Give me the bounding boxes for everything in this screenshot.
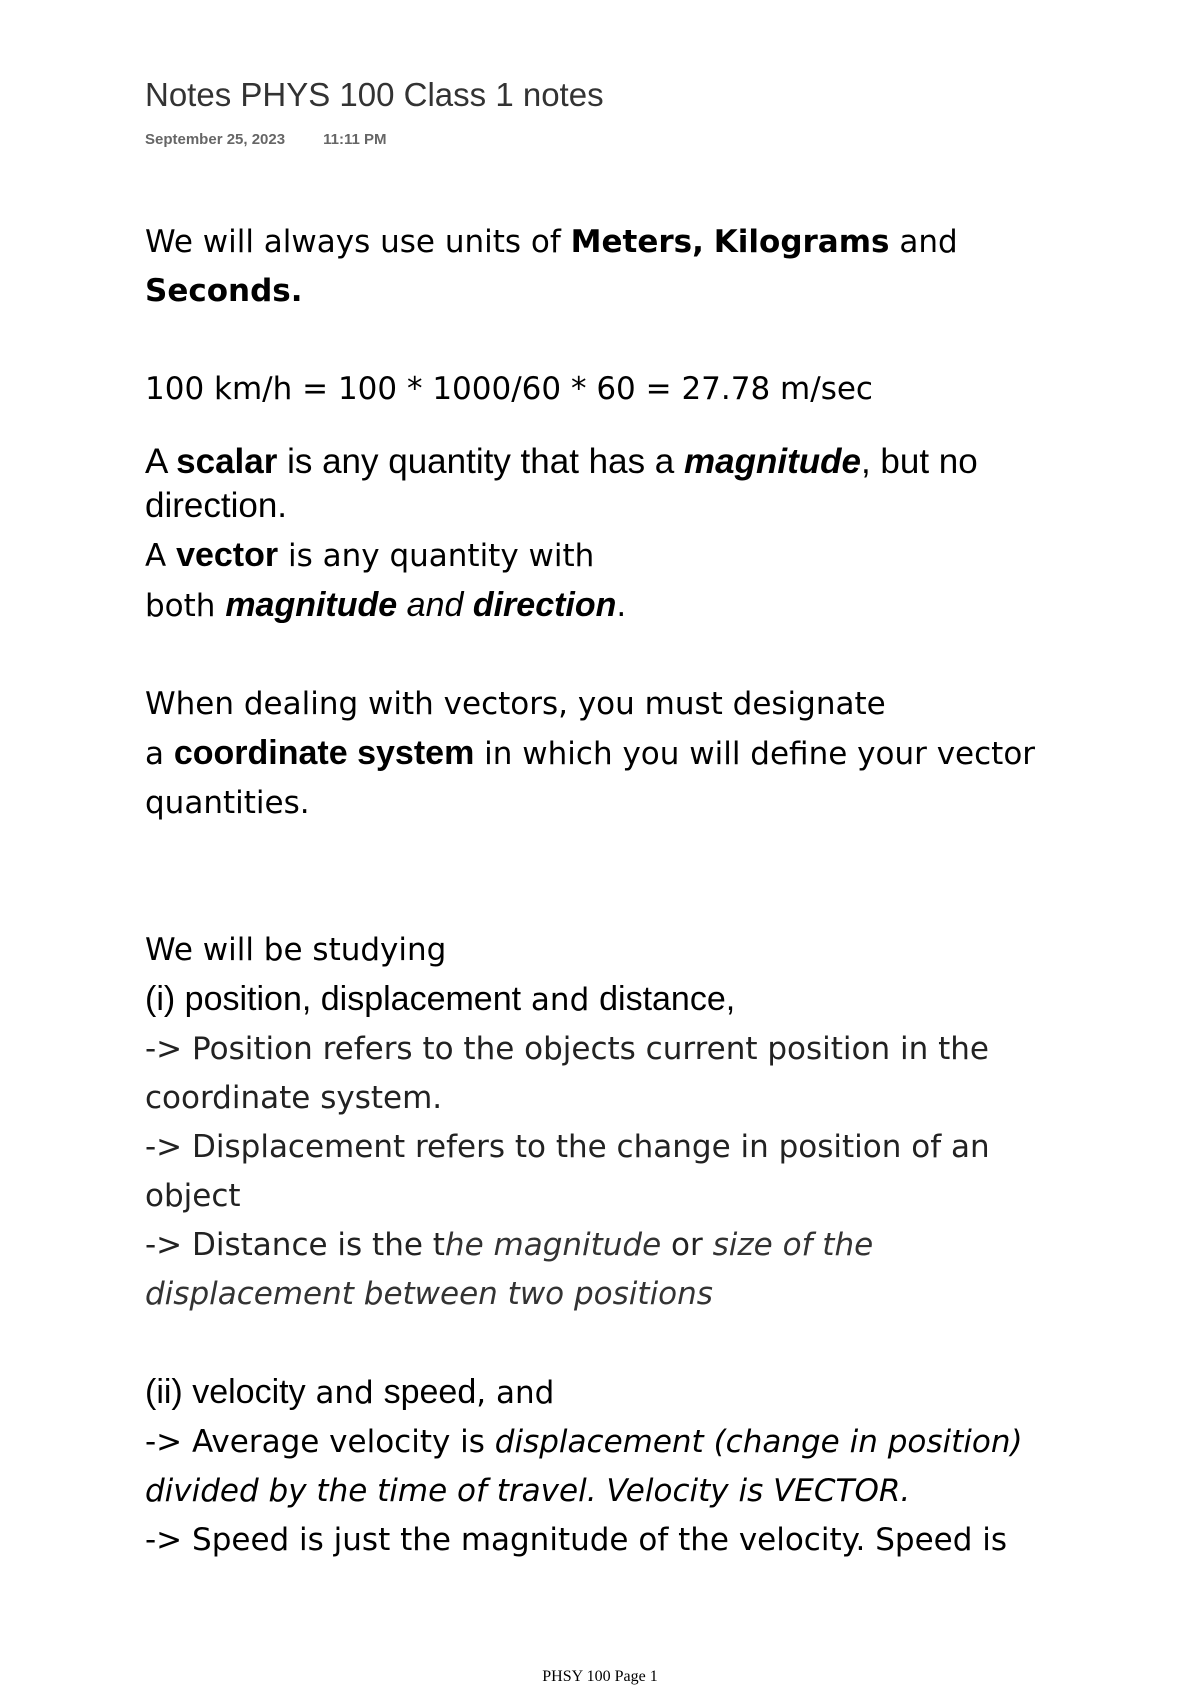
spacer (145, 316, 1085, 365)
units-seconds: Seconds. (145, 273, 303, 309)
velocity-note (145, 1418, 1085, 1516)
units-meters: Meters, (570, 224, 704, 260)
item1-and: and (521, 982, 600, 1018)
scalar-mid: is any quantity that has a (277, 442, 684, 481)
distance-note-italic2: size of the displacement between two positions (145, 1227, 874, 1312)
item1-number: (i) (145, 980, 185, 1018)
spacer (145, 1319, 1085, 1368)
distance-note-or: or (661, 1227, 713, 1263)
studying-item-1 (145, 975, 1085, 1025)
spacer (145, 631, 1085, 680)
vector-both: both (145, 588, 226, 624)
speed-note: -> Speed is just the magnitude of the velocity. Speed is (145, 1522, 1008, 1558)
page-date: September 25, 2023 (145, 131, 286, 148)
coordinate-paragraph (145, 680, 1085, 828)
distance-note (145, 1221, 1085, 1319)
item2-end: , and (476, 1375, 555, 1411)
units-kilograms: Kilograms (713, 224, 890, 260)
item2-velocity: velocity (192, 1373, 306, 1411)
page-time: 11:11 PM (323, 131, 387, 148)
vector-definition (145, 531, 1085, 631)
distance-note-start: -> Distance is the t (145, 1227, 445, 1263)
page-footer: PHSY 100 Page 1 (542, 1668, 658, 1685)
units-and: and (889, 224, 958, 260)
scalar-a: A (145, 442, 177, 481)
position-note: -> Position refers to the objects current position in the coordinate system. (145, 1031, 989, 1116)
item2-number: (ii) (145, 1373, 193, 1411)
studying-item-2 (145, 1368, 1085, 1418)
vector-term: vector (176, 536, 279, 574)
vector-period: . (616, 588, 627, 624)
vector-direction: direction (472, 586, 617, 624)
scalar-magnitude: magnitude (684, 442, 861, 481)
units-intro: We will always use units of (145, 224, 571, 260)
vector-a: A (145, 538, 177, 574)
distance-note-italic1: he magnitude (444, 1227, 662, 1263)
coordinate-term: coordinate system (173, 734, 475, 772)
note-body (145, 218, 1085, 1565)
spacer (145, 414, 1085, 440)
item1-position-displacement: position, displacement (184, 980, 522, 1018)
scalar-end: , but no direction. (145, 442, 978, 525)
conversion-line: 100 km/h = 100 * 1000/60 * 60 = 27.78 m/sec (145, 371, 873, 407)
vector-and: and (397, 586, 473, 624)
coordinate-rest: in which you will define your vector quantities. (145, 736, 1036, 821)
scalar-term: scalar (176, 442, 278, 481)
vector-mid: is any quantity with (278, 538, 595, 574)
coordinate-line1: When dealing with vectors, you must designate (145, 686, 886, 722)
displacement-note: -> Displacement refers to the change in position of an object (145, 1129, 990, 1214)
velocity-note-italic: displacement (change in position) divided by the time of travel. Velocity is VECTOR. (145, 1424, 1023, 1509)
item2-speed: speed (383, 1373, 477, 1411)
page-timestamp (145, 131, 386, 148)
units-paragraph (145, 218, 1085, 316)
studying-intro: We will be studying (145, 932, 447, 968)
coordinate-a: a (145, 736, 174, 772)
item1-distance: distance, (599, 980, 736, 1018)
item2-and: and (305, 1375, 384, 1411)
velocity-note-start: -> Average velocity is (145, 1424, 495, 1460)
spacer (145, 828, 1085, 926)
page-title: Notes PHYS 100 Class 1 notes (145, 76, 604, 113)
vector-magnitude: magnitude (225, 586, 398, 624)
scalar-definition (145, 440, 1085, 528)
